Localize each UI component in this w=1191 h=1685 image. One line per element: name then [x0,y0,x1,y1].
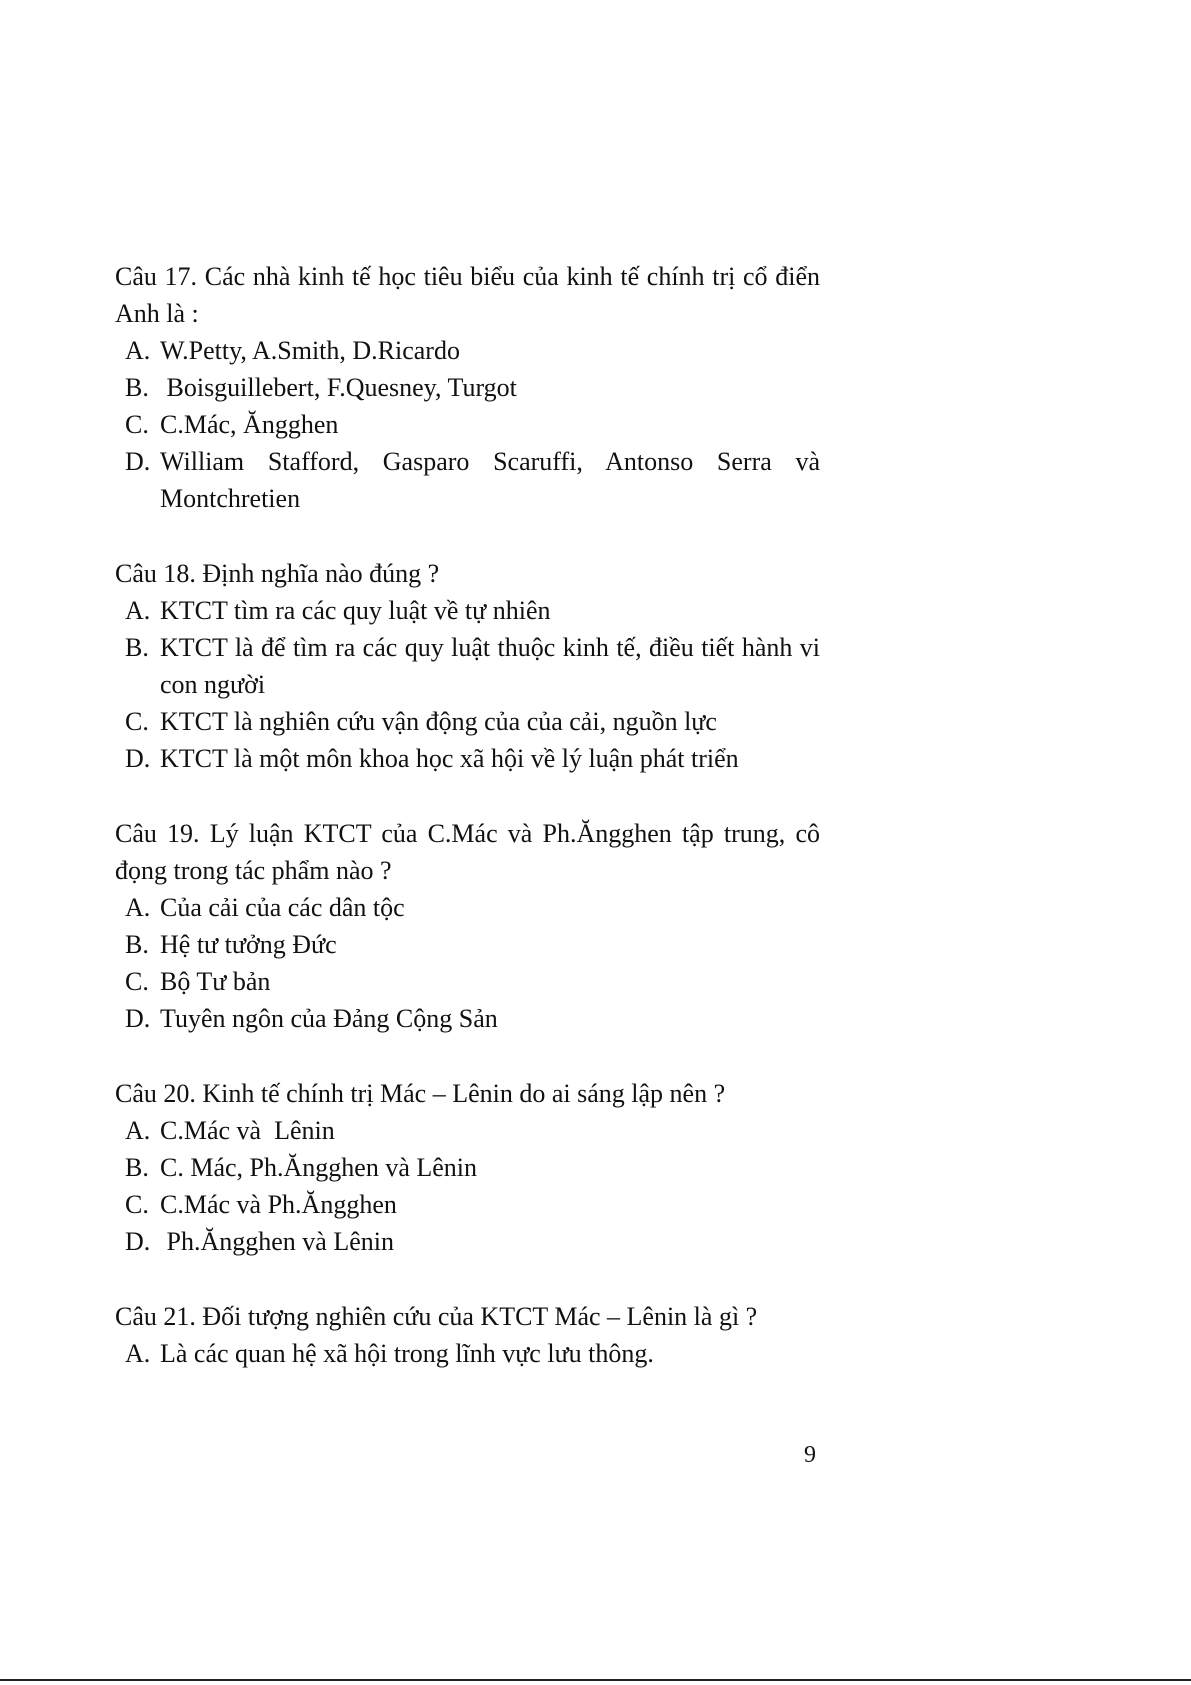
option-c [115,963,820,1000]
option-text: Ph.Ăngghen và Lênin [160,1227,394,1256]
option-letter: C. [125,1190,149,1219]
option-text: KTCT là để tìm ra các quy luật thuộc kinh tế, điều tiết hành vi con người [160,633,820,699]
option-d [115,740,820,777]
option-letter: D. [125,1004,151,1033]
option-letter: A. [125,1116,151,1145]
option-letter: D. [125,744,151,773]
answer-options [115,1112,820,1260]
option-d [115,1000,820,1037]
option-b [115,1149,820,1186]
option-c [115,703,820,740]
option-letter: A. [125,336,151,365]
question-stem: Câu 20. Kinh tế chính trị Mác – Lênin do ai sáng lập nên ? [115,1079,726,1108]
option-letter: B. [125,1153,149,1182]
option-c [115,1186,820,1223]
option-letter: B. [125,930,149,959]
option-text: Tuyên ngôn của Đảng Cộng Sản [160,1004,498,1033]
question-stem: Câu 21. Đối tượng nghiên cứu của KTCT Mác – Lênin là gì ? [115,1302,758,1331]
option-a [115,1112,820,1149]
option-a [115,1335,820,1372]
option-letter: D. [125,1227,151,1256]
question-20 [115,1075,820,1260]
option-a [115,592,820,629]
option-letter: A. [125,893,151,922]
option-text: Boisguillebert, F.Quesney, Turgot [160,373,517,402]
option-a [115,332,820,369]
option-letter: A. [125,596,151,625]
option-letter: C. [125,707,149,736]
question-18 [115,555,820,777]
page-number: 9 [804,1442,816,1468]
question-stem: Câu 17. Các nhà kinh tế học tiêu biểu của kinh tế chính trị cổ điển Anh là : [115,262,820,328]
question-list [115,258,820,1410]
answer-options [115,592,820,777]
option-text: Của cải của các dân tộc [160,893,405,922]
option-text: KTCT tìm ra các quy luật về tự nhiên [160,596,551,625]
option-d [115,443,820,517]
option-text: KTCT là một môn khoa học xã hội về lý luận phát triển [160,744,739,773]
option-text: William Stafford, Gasparo Scaruffi, Antonso Serra và Montchretien [160,447,820,513]
answer-options [115,332,820,517]
option-text: C.Mác và Lênin [160,1116,335,1145]
option-b [115,926,820,963]
question-stem: Câu 18. Định nghĩa nào đúng ? [115,559,440,588]
option-d [115,1223,820,1260]
option-letter: D. [125,447,151,476]
option-text: W.Petty, A.Smith, D.Ricardo [160,336,460,365]
option-a [115,889,820,926]
option-letter: C. [125,967,149,996]
bottom-divider [0,1679,1191,1681]
option-c [115,406,820,443]
option-text: Bộ Tư bản [160,967,271,996]
option-b [115,629,820,703]
answer-options [115,1335,820,1372]
question-17 [115,258,820,517]
question-19 [115,815,820,1037]
option-text: Hệ tư tưởng Đức [160,930,337,959]
option-text: C. Mác, Ph.Ăngghen và Lênin [160,1153,478,1182]
option-letter: A. [125,1339,151,1368]
question-21 [115,1298,820,1372]
question-stem: Câu 19. Lý luận KTCT của C.Mác và Ph.Ăngghen tập trung, cô đọng trong tác phẩm nào ? [115,819,820,885]
option-text: Là các quan hệ xã hội trong lĩnh vực lưu thông. [160,1339,654,1368]
option-text: KTCT là nghiên cứu vận động của của cải, nguồn lực [160,707,717,736]
answer-options [115,889,820,1037]
option-letter: C. [125,410,149,439]
option-b [115,369,820,406]
option-letter: B. [125,633,149,662]
option-text: C.Mác, Ăngghen [160,410,339,439]
option-text: C.Mác và Ph.Ăngghen [160,1190,397,1219]
option-letter: B. [125,373,149,402]
